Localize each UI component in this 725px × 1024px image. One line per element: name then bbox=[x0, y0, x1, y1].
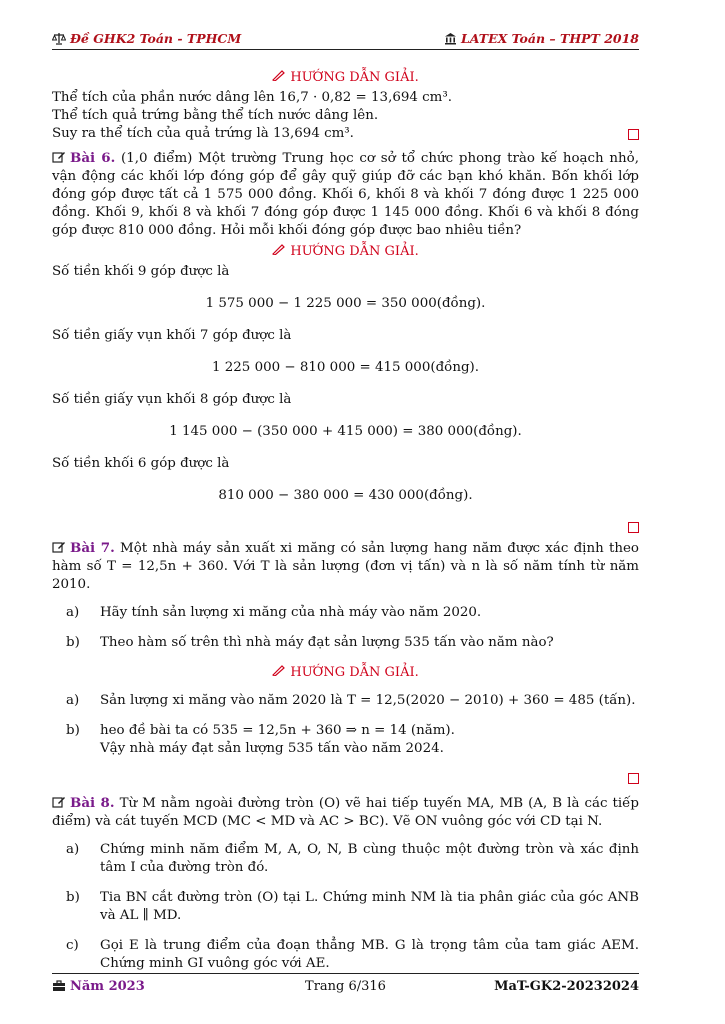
solution-heading bbox=[52, 69, 639, 87]
step-equation: 810 000 − 380 000 = 430 000(đồng). bbox=[218, 488, 473, 503]
solution-heading-text: HƯỚNG DẪN GIẢI. bbox=[290, 665, 419, 680]
step-text: Số tiền khối 9 góp được là bbox=[52, 264, 230, 279]
solution-line: Thể tích quả trứng bằng thể tích nước dâng lên. bbox=[52, 108, 379, 123]
edit-square-icon bbox=[52, 796, 66, 808]
item-text: Chứng minh năm điểm M, A, O, N, B cùng thuộc một đường tròn và xác định tâm I của đường tròn đó. bbox=[100, 842, 639, 875]
list-item bbox=[52, 634, 639, 652]
qed-row bbox=[52, 519, 639, 537]
solution-heading bbox=[52, 243, 639, 261]
item-text: Sản lượng xi măng vào năm 2020 là T = 12,5(2020 − 2010) + 360 = 485 (tấn). bbox=[100, 693, 636, 708]
item-text: Tia BN cắt đường tròn (O) tại L. Chứng minh NM là tia phân giác của góc ANB và AL ∥ MD. bbox=[100, 890, 639, 923]
item-label: b) bbox=[66, 890, 80, 905]
list-item bbox=[52, 604, 639, 622]
solution-heading-text: HƯỚNG DẪN GIẢI. bbox=[290, 70, 419, 85]
document-code: MaT-GK2-20232024 bbox=[494, 979, 639, 994]
list-item bbox=[52, 692, 639, 710]
item-text: Hãy tính sản lượng xi măng của nhà máy vào năm 2020. bbox=[100, 605, 482, 620]
page-number: Trang 6/316 bbox=[305, 979, 386, 994]
solution-heading-text: HƯỚNG DẪN GIẢI. bbox=[290, 244, 419, 259]
item-label: a) bbox=[66, 605, 80, 620]
step-equation: 1 575 000 − 1 225 000 = 350 000(đồng). bbox=[205, 296, 486, 311]
item-label: b) bbox=[66, 635, 80, 650]
qed-square-icon bbox=[628, 773, 639, 784]
item-text: Gọi E là trung điểm của đoạn thẳng MB. G là trọng tâm của tam giác AEM. Chứng minh GI vuông góc với AE. bbox=[100, 938, 639, 971]
item-text bbox=[100, 722, 639, 758]
solution-heading bbox=[52, 664, 639, 682]
header-right-text: LATEX Toán – THPT 2018 bbox=[461, 31, 639, 46]
edit-square-icon bbox=[52, 151, 66, 163]
footer-year: Năm 2023 bbox=[70, 979, 145, 994]
item-label: c) bbox=[66, 938, 79, 953]
step-equation: 1 145 000 − (350 000 + 415 000) = 380 000(đồng). bbox=[169, 424, 522, 439]
step-text: Số tiền khối 6 góp được là bbox=[52, 456, 230, 471]
answer-line: heo đề bài ta có 535 = 12,5n + 360 ⇒ n = 14 (năm). bbox=[100, 723, 455, 738]
page-content bbox=[52, 66, 639, 973]
bank-icon bbox=[444, 32, 457, 45]
solution-last-line bbox=[52, 125, 639, 143]
qed-square-icon bbox=[628, 522, 639, 533]
header-left-text: Đề GHK2 Toán - TPHCM bbox=[70, 31, 242, 46]
edit-square-icon bbox=[52, 541, 66, 553]
pencil-icon bbox=[272, 244, 286, 255]
balance-scale-icon bbox=[52, 32, 66, 45]
list-item bbox=[52, 889, 639, 925]
problem-7 bbox=[52, 539, 639, 594]
step-text: Số tiền giấy vụn khối 8 góp được là bbox=[52, 392, 292, 407]
header-right bbox=[444, 30, 639, 48]
pencil-icon bbox=[272, 70, 286, 81]
item-text: Theo hàm số trên thì nhà máy đạt sản lượng 535 tấn vào năm nào? bbox=[100, 635, 554, 650]
problem-6 bbox=[52, 149, 639, 240]
item-label: b) bbox=[66, 723, 80, 738]
solution-line: Suy ra thể tích của quả trứng là 13,694 cm³. bbox=[52, 126, 354, 141]
step-equation: 1 225 000 − 810 000 = 415 000(đồng). bbox=[211, 360, 480, 375]
item-label: a) bbox=[66, 842, 80, 857]
list-item bbox=[52, 722, 639, 758]
solution-line: Thể tích của phần nước dâng lên 16,7 · 0,82 = 13,694 cm³. bbox=[52, 90, 452, 105]
step-text: Số tiền giấy vụn khối 7 góp được là bbox=[52, 328, 292, 343]
problem-7-label: Bài 7. bbox=[70, 540, 115, 556]
qed-square-icon bbox=[628, 129, 639, 140]
answer-line: Vậy nhà máy đạt sản lượng 535 tấn vào năm 2024. bbox=[100, 741, 444, 756]
page-footer bbox=[52, 978, 639, 998]
pencil-icon bbox=[272, 665, 286, 676]
qed-row bbox=[52, 770, 639, 788]
list-item bbox=[52, 841, 639, 877]
item-label: a) bbox=[66, 693, 80, 708]
problem-6-label: Bài 6. bbox=[70, 150, 116, 166]
problem-8 bbox=[52, 794, 639, 831]
header-left bbox=[52, 30, 241, 48]
page-header bbox=[52, 29, 639, 50]
problem-7-text: Một nhà máy sản xuất xi măng có sản lượng hang năm được xác định theo hàm số T = 12,5n + 360. Với T là sản lượng (đơn vị tấn) và n là số năm tính từ năm 2010. bbox=[52, 541, 639, 592]
problem-6-text: (1,0 điểm) Một trường Trung học cơ sở tổ chức phong trào kế hoạch nhỏ, vận động các khối lớp đóng góp để gây quỹ giúp đỡ các bạn khó khăn. Bốn khối lớp đóng góp được tất cả 1 575 000 đồng. Khối 6, khối 8 và khối 7 đóng được 1 225 000 đồng. Khối 9, khối 8 và khối 7 đóng góp được 1 145 000 đồng. Khối 6 và khối 8 đóng góp được 810 000 đồng. Hỏi mỗi khối đóng góp được bao nhiêu tiền? bbox=[52, 151, 639, 238]
problem-8-label: Bài 8. bbox=[70, 795, 115, 811]
footer-divider bbox=[52, 973, 639, 974]
list-item bbox=[52, 937, 639, 973]
problem-8-text: Từ M nằm ngoài đường tròn (O) vẽ hai tiếp tuyến MA, MB (A, B là các tiếp điểm) và cát tuyến MCD (MC < MD và AC > BC). Vẽ ON vuông góc với CD tại N. bbox=[52, 796, 639, 829]
